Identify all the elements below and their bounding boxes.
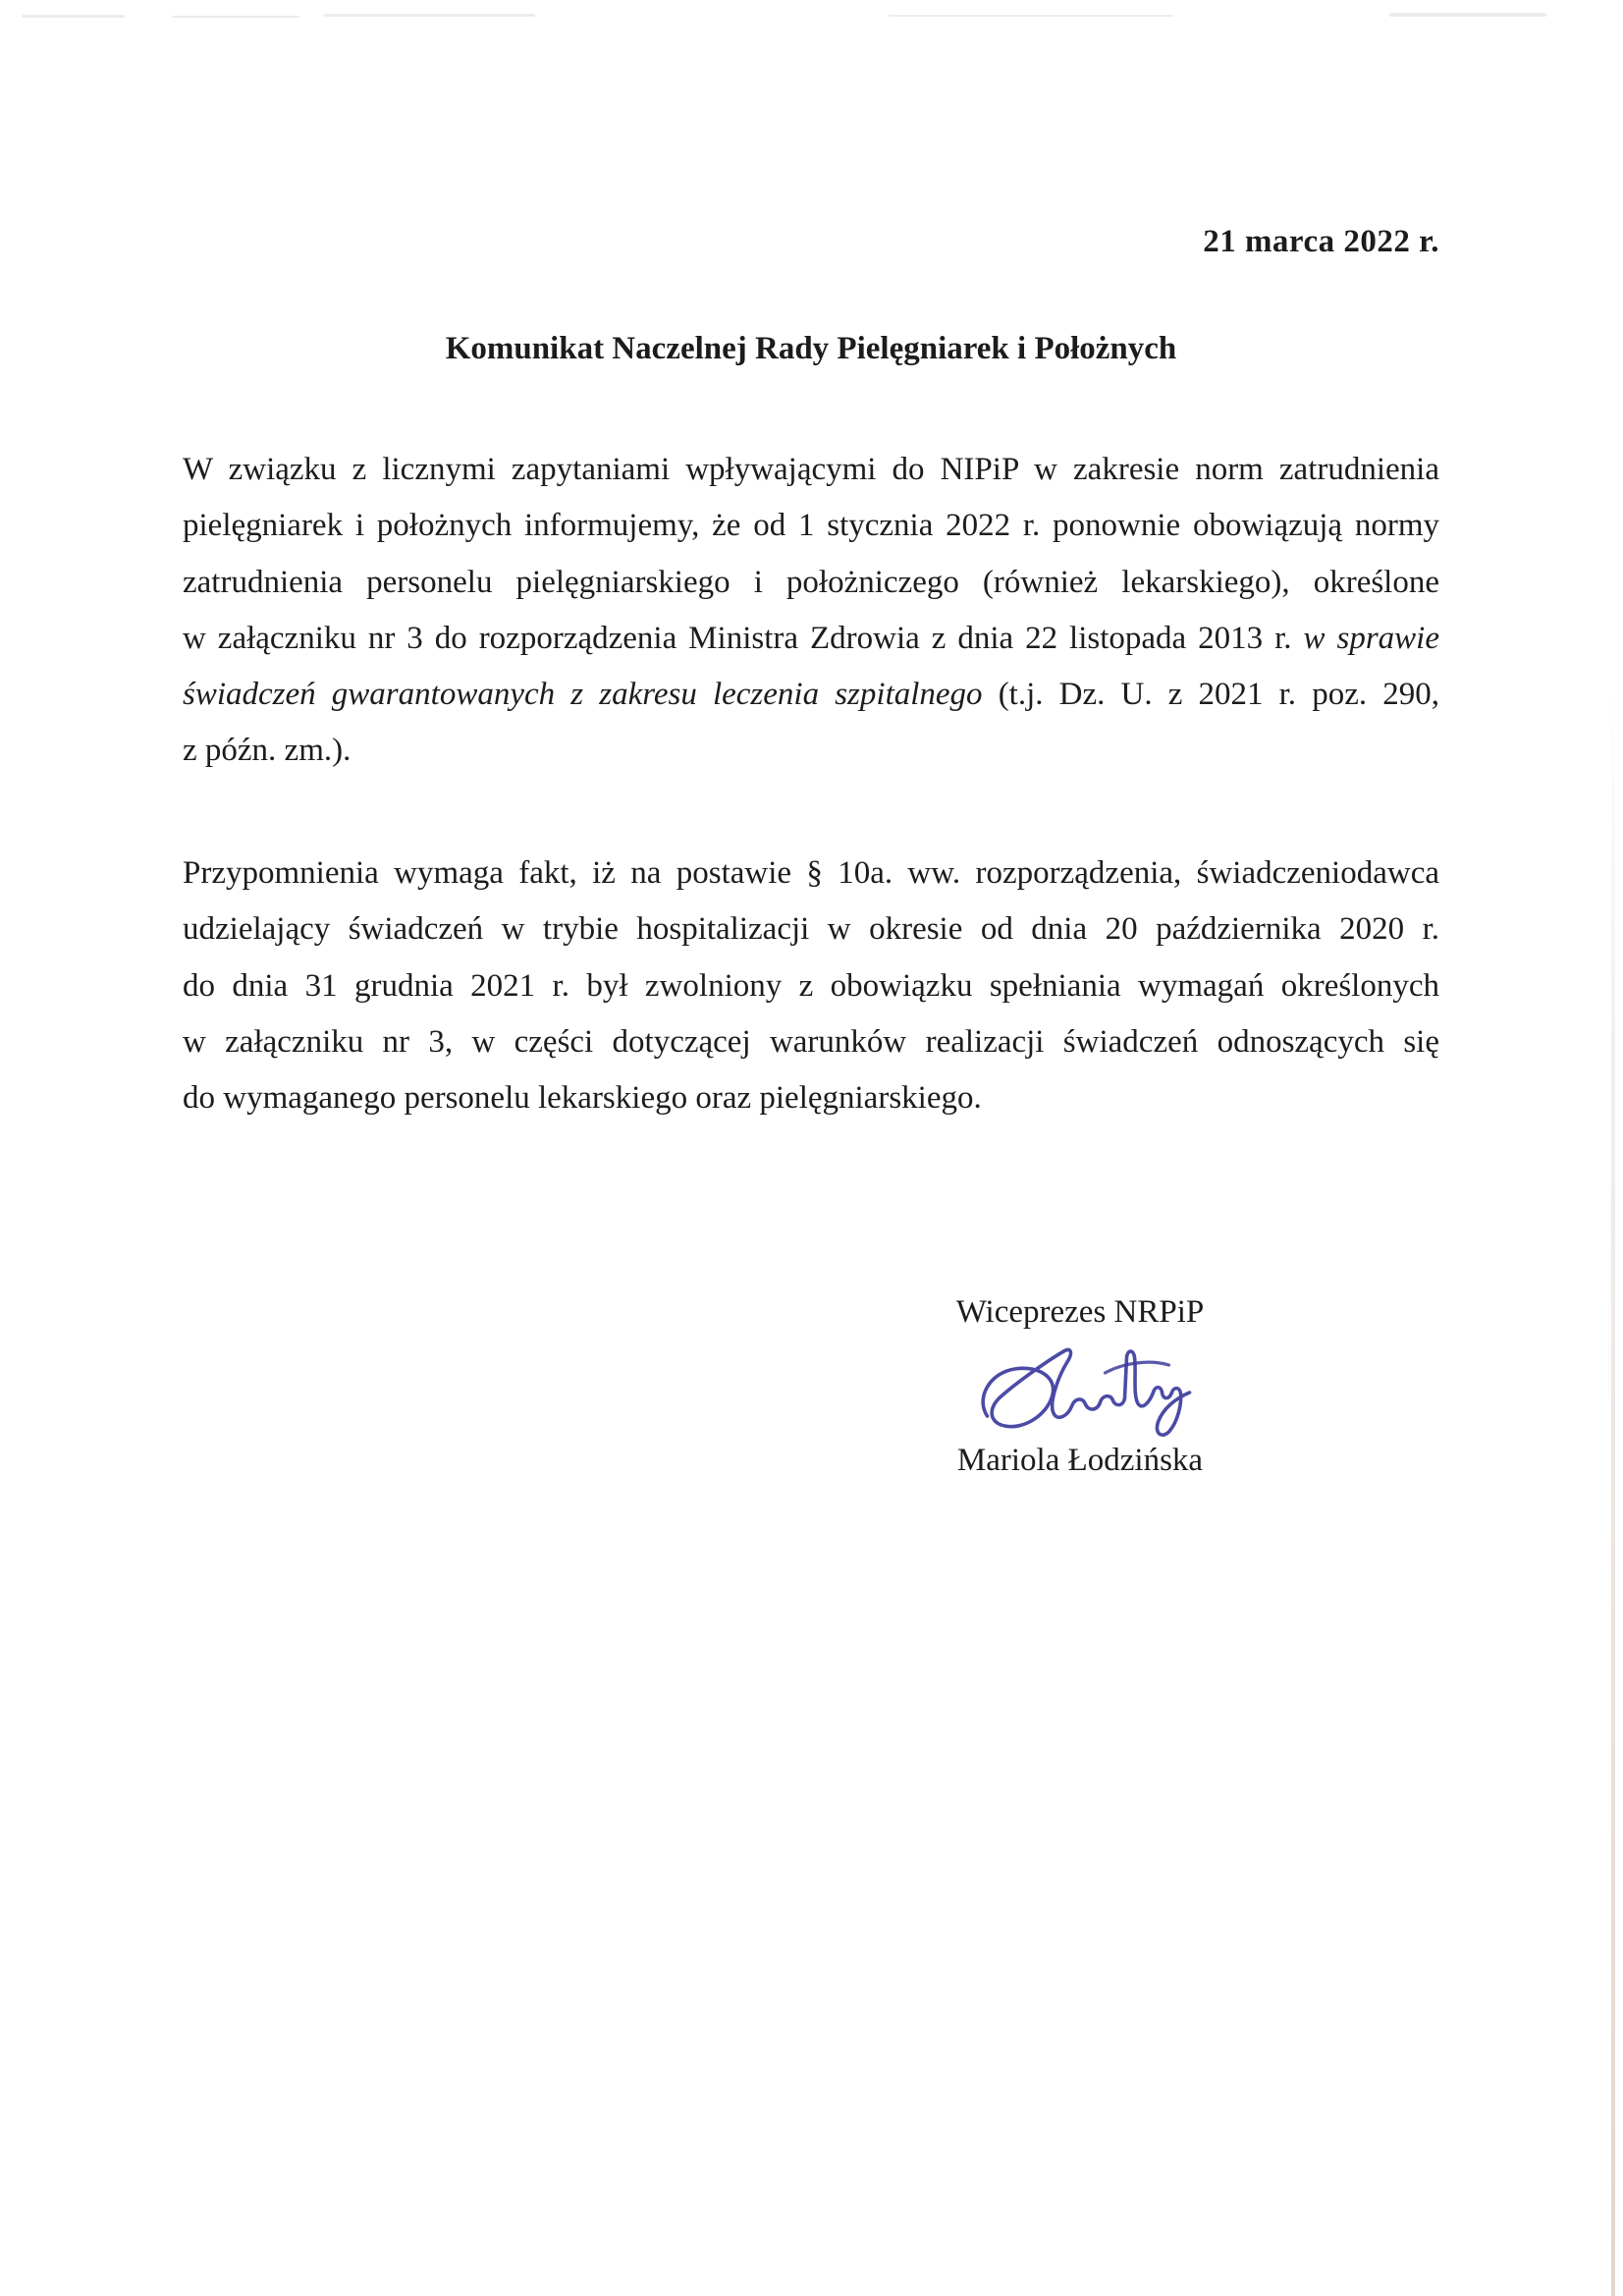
signatory-name: Mariola Łodzińska: [956, 1443, 1204, 1478]
paragraph-1-line-3: zatrudnienia personelu pielęgniarskiego i położniczego (również lekarskiego), określone: [183, 564, 1439, 600]
signature-block: [884, 1290, 1276, 1480]
paragraph-2-line-1: Przypomnienia wymaga fakt, iż na postawie § 10a. ww. rozporządzenia, świadczeniodawca: [183, 855, 1439, 891]
document-date: 21 marca 2022 r.: [1203, 224, 1439, 259]
signature-crossbar-stroke: [1105, 1362, 1168, 1373]
paragraph-1-line-4: [183, 611, 1439, 667]
scan-artifact-top-streak: [22, 15, 125, 18]
paragraph-2-line-3: do dnia 31 grudnia 2021 r. był zwolniony z obowiązku spełniania wymagań określonych: [183, 967, 1439, 1004]
scan-artifact-top-streak: [324, 14, 535, 17]
paragraph-1-line-6: z późn. zm.).: [183, 733, 352, 769]
paragraph-1: [183, 442, 1439, 780]
paragraph-1-line-4-italic: w sprawie: [1303, 620, 1439, 656]
scan-artifact-page-edge-line: [1611, 687, 1615, 2296]
signatory-role: Wiceprezes NRPiP: [955, 1294, 1205, 1330]
paragraph-1-line-5-italic: świadczeń gwarantowanych z zakresu leczenia szpitalnego: [183, 677, 999, 713]
handwritten-signature-icon: [965, 1339, 1196, 1443]
scan-artifact-top-streak: [172, 16, 299, 18]
document-title: Komunikat Naczelnej Rady Pielęgniarek i Położnych: [445, 331, 1177, 366]
paragraph-2-line-2: udzielający świadczeń w trybie hospitalizacji w okresie od dnia 20 października 2020 r.: [183, 911, 1439, 948]
scan-artifact-top-streak: [1389, 13, 1546, 17]
paragraph-1-line-5: [183, 667, 1439, 723]
paragraph-1-line-2: pielęgniarek i położnych informujemy, że od 1 stycznia 2022 r. ponownie obowiązują normy: [183, 508, 1439, 544]
paragraph-2: [183, 846, 1439, 1126]
paragraph-1-line-4-normal: w załączniku nr 3 do rozporządzenia Ministra Zdrowia z dnia 22 listopada 2013 r.: [183, 620, 1304, 656]
paragraph-1-line-1: W związku z licznymi zapytaniami wpływającymi do NIPiP w zakresie norm zatrudnienia: [183, 452, 1439, 487]
paragraph-1-line-5-normal: (t.j. Dz. U. z 2021 r. poz. 290,: [998, 677, 1439, 713]
paragraph-2-line-5: do wymaganego personelu lekarskiego oraz pielęgniarskiego.: [183, 1080, 982, 1117]
paragraph-2-line-4: w załączniku nr 3, w części dotyczącej warunków realizacji świadczeń odnoszących się: [183, 1023, 1439, 1060]
scan-artifact-top-streak: [889, 15, 1173, 17]
